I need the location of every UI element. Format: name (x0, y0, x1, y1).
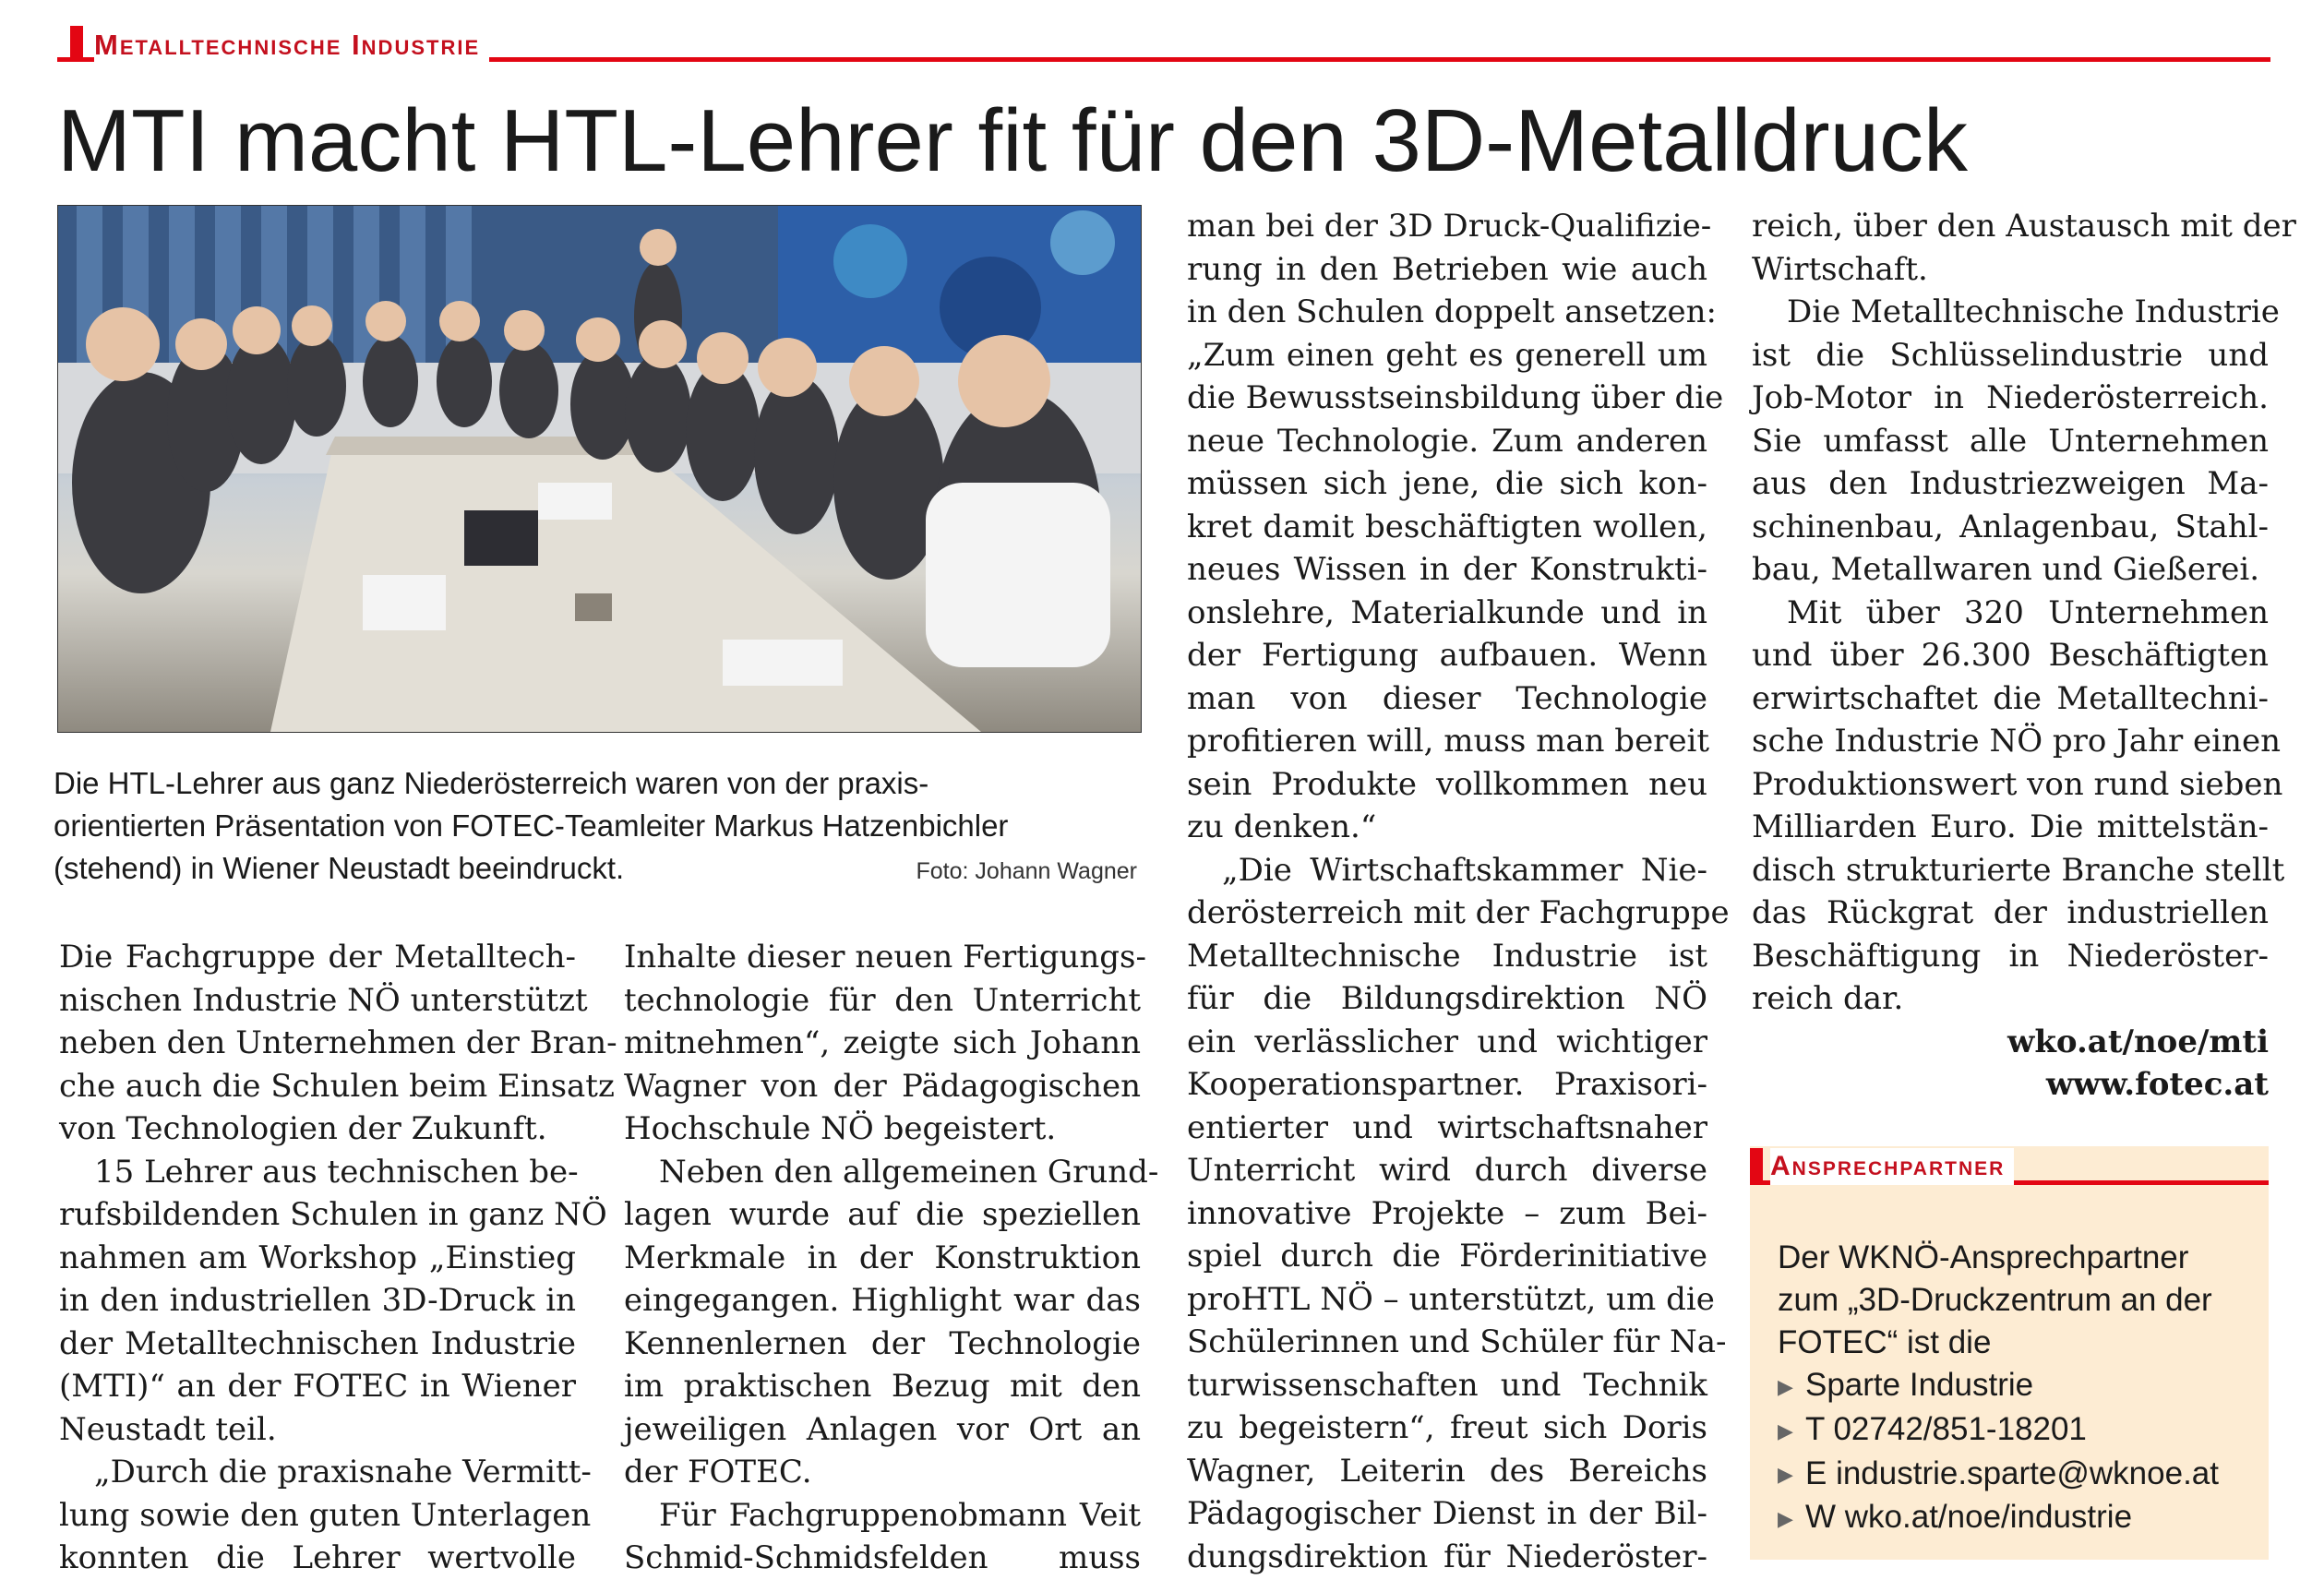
text-line: Schmid-Schmidsfelden muss (624, 1539, 1141, 1576)
text-line: Die Fachgruppe der Metalltech- (59, 939, 576, 976)
text-line: Unterricht wird durch diverse (1187, 1152, 1707, 1189)
text-line: Produktionswert von rund sieben (1752, 765, 2283, 803)
text-line: man bei der 3D Druck-Qualifizie- (1187, 208, 1712, 245)
text-line: erwirtschaftet die Metalltechni- (1752, 679, 2269, 717)
text-line: der Metalltechnischen Industrie (59, 1324, 576, 1362)
text-line: (MTI)“ an der FOTEC in Wiener (59, 1368, 576, 1405)
text-line: Für Fachgruppenobmann Veit (659, 1496, 1141, 1534)
contact-intro-line: Der WKNÖ-Ansprechpartner (1778, 1239, 2189, 1275)
text-line: mitnehmen“, zeigte sich Johann (624, 1024, 1141, 1061)
text-line: Kennenlernen der Technologie (624, 1324, 1141, 1362)
text-line: Metalltechnische Industrie ist (1187, 937, 1707, 975)
text-line: nischen Industrie NÖ unterstützt (59, 981, 588, 1019)
text-line: die Bewusstseinsbildung über die (1187, 379, 1724, 416)
text-line: neben den Unternehmen der Bran- (59, 1024, 617, 1061)
text-line: reich, über den Austausch mit der (1752, 208, 2296, 245)
text-line: Merkmale in der Konstruktion (624, 1239, 1141, 1276)
text-line: lung sowie den guten Unterlagen (59, 1496, 592, 1534)
triangle-bullet-icon: ▶ (1778, 1507, 1793, 1530)
text-line: Job-Motor in Niederösterreich. (1752, 379, 2269, 416)
text-line: nahmen am Workshop „Einstieg (59, 1239, 576, 1276)
text-line: müssen sich jene, die sich kon- (1187, 465, 1707, 502)
text-line: in den Schulen doppelt ansetzen: (1187, 293, 1718, 330)
text-line: das Rückgrat der industriellen (1752, 894, 2269, 931)
text-line: profitieren will, muss man bereit (1187, 723, 1710, 760)
text-line: „Durch die praxisnahe Vermitt- (94, 1454, 592, 1490)
text-line: schinenbau, Anlagenbau, Stahl- (1752, 508, 2269, 545)
caption-line: (stehend) in Wiener Neustadt beeindruckt. (54, 851, 625, 885)
text-line: turwissenschaften und Technik (1187, 1366, 1707, 1404)
text-line: technologie für den Unterricht (624, 981, 1141, 1019)
text-line: konnten die Lehrer wertvolle (59, 1539, 576, 1576)
text-line: disch strukturierte Branche stellt (1752, 851, 2285, 889)
text-line: spiel durch die Förderinitiative (1187, 1238, 1707, 1275)
text-line: Hochschule NÖ begeistert. (624, 1110, 1057, 1147)
text-line: „Die Wirtschaftskammer Nie- (1222, 851, 1707, 889)
caption-line: orientierten Präsentation von FOTEC-Teamleiter Markus Hatzenbichler (54, 808, 1009, 843)
text-line: 15 Lehrer aus technischen be- (94, 1153, 579, 1191)
contact-details (1778, 1237, 2258, 1540)
link-mti[interactable]: wko.at/noe/mti (2007, 1023, 2269, 1060)
text-line: neue Technologie. Zum anderen (1187, 422, 1707, 460)
text-line: ein verlässlicher und wichtiger (1187, 1023, 1707, 1060)
text-line: sein Produkte vollkommen neu (1187, 765, 1707, 803)
text-line: Die Metalltechnische Industrie (1787, 293, 2280, 330)
text-line: Wagner von der Pädagogischen (624, 1067, 1141, 1105)
text-line: Sie umfasst alle Unternehmen (1752, 422, 2269, 460)
text-line: onslehre, Materialkunde und in (1187, 593, 1707, 631)
article-photo (57, 205, 1142, 733)
triangle-bullet-icon: ▶ (1778, 1374, 1793, 1398)
text-line: rufsbildenden Schulen in ganz NÖ (59, 1196, 607, 1233)
triangle-bullet-icon: ▶ (1778, 1463, 1793, 1487)
triangle-bullet-icon: ▶ (1778, 1418, 1793, 1442)
text-line: von Technologien der Zukunft. (59, 1110, 547, 1147)
photo-credit: Foto: Johann Wagner (916, 858, 1137, 884)
text-line: Mit über 320 Unternehmen (1787, 593, 2269, 631)
text-line: für die Bildungsdirektion NÖ (1187, 980, 1707, 1017)
text-line: und über 26.300 Beschäftigten (1752, 637, 2269, 674)
article-column-3 (1187, 205, 1730, 1578)
text-line: proHTL NÖ – unterstützt, um die (1187, 1280, 1715, 1318)
text-line: Neustadt teil. (59, 1410, 277, 1448)
text-line: Milliarden Euro. Die mittelstän- (1752, 808, 2269, 845)
contact-bullet-phone[interactable]: ▶ T 02742/851-18201 (1778, 1408, 2258, 1453)
text-line: entierter und wirtschaftsnaher (1187, 1108, 1707, 1146)
contact-intro-line: zum „3D-Druckzentrum an der (1778, 1282, 2212, 1318)
meeting-photo-illustration (58, 206, 1141, 732)
text-line: lagen wurde auf die speziellen (624, 1196, 1141, 1233)
article-column-4 (1752, 205, 2296, 1107)
contact-heading: Ansprechpartner (1770, 1148, 2014, 1185)
text-line: der FOTEC. (624, 1454, 812, 1490)
contact-intro-line: FOTEC“ ist die (1778, 1324, 1992, 1360)
text-line: Pädagogischer Dienst in der Bil- (1187, 1495, 1707, 1532)
text-line: der Fertigung aufbauen. Wenn (1187, 637, 1707, 674)
text-line: innovative Projekte – zum Bei- (1187, 1194, 1707, 1232)
text-line: neues Wissen in der Konstrukti- (1187, 551, 1707, 588)
text-line: Inhalte dieser neuen Fertigungs- (624, 939, 1146, 976)
section-header (57, 20, 2270, 61)
text-line: jeweiligen Anlagen vor Ort an (624, 1410, 1141, 1448)
section-label: Metalltechnische Industrie (94, 28, 489, 63)
text-line: eingegangen. Highlight war das (624, 1282, 1141, 1319)
contact-bullet-web[interactable]: ▶ W wko.at/noe/industrie (1778, 1496, 2258, 1540)
contact-header (1750, 1143, 2269, 1187)
text-line: bau, Metallwaren und Gießerei. (1752, 551, 2260, 588)
link-fotec[interactable]: www.fotec.at (2045, 1066, 2269, 1103)
article-column-1 (59, 936, 617, 1580)
contact-marker (1750, 1148, 1763, 1183)
text-line: sche Industrie NÖ pro Jahr einen (1752, 723, 2281, 760)
contact-bullet-sparte: ▶ Sparte Industrie (1778, 1364, 2258, 1408)
text-line: Wagner, Leiterin des Bereichs (1187, 1452, 1707, 1490)
text-line: ist die Schlüsselindustrie und (1752, 336, 2269, 374)
text-line: „Zum einen geht es generell um (1187, 336, 1707, 374)
text-line: reich dar. (1752, 980, 1904, 1017)
text-line: zu begeistern“, freut sich Doris (1187, 1409, 1707, 1446)
text-line: Beschäftigung in Niederöster- (1752, 937, 2269, 975)
headline: MTI macht HTL-Lehrer fit für den 3D-Metalldruck (57, 91, 1968, 190)
article-column-2 (624, 936, 1159, 1580)
text-line: man von dieser Technologie (1187, 679, 1707, 717)
text-line: zu denken.“ (1187, 808, 1377, 845)
section-marker (70, 26, 83, 61)
text-line: Kooperationspartner. Praxisori- (1187, 1066, 1707, 1103)
text-line: rung in den Betrieben wie auch (1187, 250, 1707, 288)
text-line: che auch die Schulen beim Einsatz (59, 1067, 615, 1105)
text-line: Schülerinnen und Schüler für Na- (1187, 1323, 1727, 1360)
text-line: kret damit beschäftigten wollen, (1187, 508, 1707, 545)
text-line: in den industriellen 3D-Druck in (59, 1282, 576, 1319)
caption-line: Die HTL-Lehrer aus ganz Niederösterreich waren von der praxis- (54, 766, 929, 800)
text-line: im praktischen Bezug mit den (624, 1368, 1141, 1405)
text-line: derösterreich mit der Fachgruppe (1187, 894, 1730, 931)
contact-bullet-email[interactable]: ▶ E industrie.sparte@wknoe.at (1778, 1453, 2258, 1497)
text-line: dungsdirektion für Niederöster- (1187, 1538, 1707, 1575)
text-line: Wirtschaft. (1752, 250, 1928, 288)
text-line: aus den Industriezweigen Ma- (1752, 465, 2269, 502)
text-line: Neben den allgemeinen Grund- (659, 1153, 1159, 1191)
